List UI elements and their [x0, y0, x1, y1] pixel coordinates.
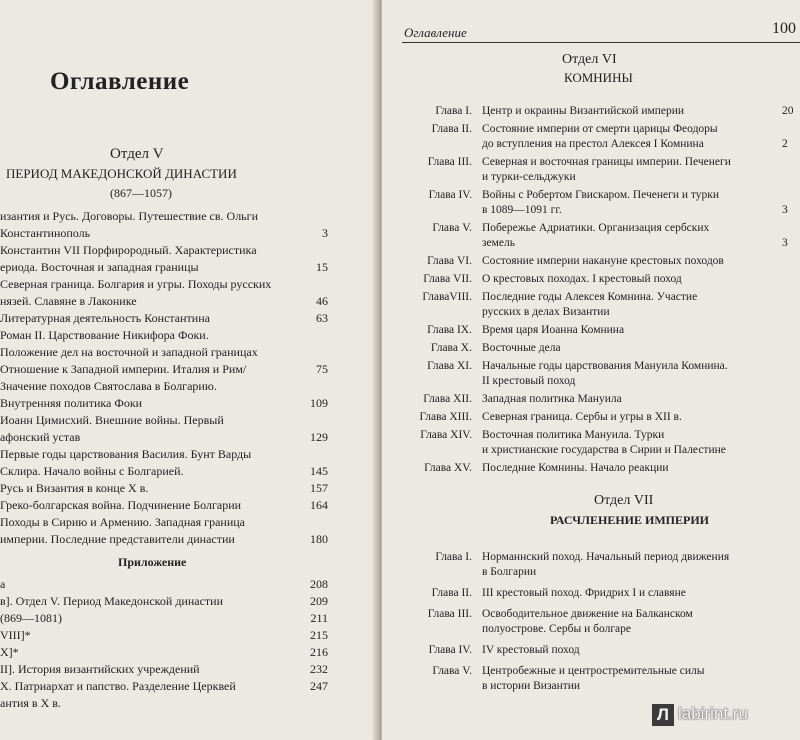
chapter-title-line: Время царя Иоанна Комнина — [482, 324, 625, 336]
appendix-entry: в]. Отдел V. Период Македонской династии — [0, 594, 224, 608]
toc-entry-line: ериода. Восточная и западная границы — [0, 260, 199, 274]
chapter-entry — [382, 323, 800, 338]
chapter-label: Глава XIV. — [420, 429, 472, 441]
appendix-page: 216 — [310, 645, 328, 659]
section-7-name: РАСЧЛЕНЕНИЕ ИМПЕРИИ — [550, 513, 709, 527]
chapter-title-line: русских в делах Византии — [482, 306, 610, 318]
toc-entry-page: 157 — [310, 481, 328, 495]
chapter-entry — [382, 586, 800, 601]
toc-entry-line: нязей. Славяне в Лаконике — [0, 294, 137, 308]
appendix-page: 209 — [310, 594, 328, 608]
chapter-label: Глава VII. — [423, 273, 472, 285]
section-6-number: Отдел VI — [562, 52, 617, 67]
chapter-title-line: Состояние империи от смерти царицы Феодоры — [482, 123, 718, 135]
chapter-label: ГлаваVIII. — [422, 291, 472, 303]
toc-entry-line: Отношение к Западной империи. Италия и Рим/ — [0, 362, 247, 376]
chapter-entry — [382, 221, 800, 251]
section-7-number: Отдел VII — [594, 493, 654, 508]
appendix-entry: X]* — [0, 645, 19, 659]
chapter-entry — [382, 643, 800, 658]
appendix-entry: (869—1081) — [0, 611, 62, 625]
chapter-title-line: Северная граница. Сербы и угры в XII в. — [482, 411, 682, 423]
chapter-title-line: Побережье Адриатики. Организация сербских — [482, 222, 710, 234]
appendix-entry: VIII]* — [0, 628, 31, 642]
chapter-title-line: Состояние империи накануне крестовых походов — [482, 255, 724, 267]
chapter-title-line: Начальные годы царствования Мануила Комнина. — [482, 360, 728, 372]
chapter-title-line: Норманнский поход. Начальный период движения — [482, 551, 730, 563]
chapter-title-line: полуострове. Сербы и болгаре — [482, 623, 631, 635]
chapter-title-line: и турки-сельджуки — [482, 171, 576, 183]
appendix-title: Приложение — [118, 555, 187, 569]
toc-entry-page: 3 — [322, 226, 328, 240]
chapter-entry — [382, 410, 800, 425]
chapter-title-line: Центр и окраины Византийской империи — [482, 105, 685, 117]
appendix-page: 232 — [310, 662, 328, 676]
section-5-number: Отдел V — [110, 146, 164, 162]
toc-entry-line: Иоанн Цимисхий. Внешние войны. Первый — [0, 413, 224, 427]
toc-entry-page: 75 — [316, 362, 328, 376]
chapter-label: Глава I. — [435, 105, 472, 117]
toc-entry-page: 180 — [310, 532, 328, 546]
toc-entry-line: Склира. Начало войны с Болгарией. — [0, 464, 184, 478]
watermark-text: labirint.ru — [678, 704, 748, 723]
toc-title: Оглавление — [50, 68, 190, 95]
chapter-page: 20 — [782, 105, 794, 117]
chapter-title-line: Центробежные и центростремительные силы — [482, 665, 705, 677]
chapter-label: Глава X. — [430, 342, 472, 354]
chapter-title-line: и христианские государства в Сирии и Палестине — [482, 444, 726, 456]
watermark-logo — [652, 700, 800, 730]
chapter-label: Глава IV. — [428, 644, 472, 656]
chapter-title-line: Освободительное движение на Балканском — [482, 608, 693, 620]
chapter-entry — [382, 664, 800, 694]
toc-entry-line: афонский устав — [0, 430, 81, 444]
chapter-page: 2 — [782, 138, 788, 150]
chapter-label: Глава V. — [432, 665, 472, 677]
chapter-entry — [382, 341, 800, 356]
toc-entry-page: 164 — [310, 498, 328, 512]
section-5-name: ПЕРИОД МАКЕДОНСКОЙ ДИНАСТИИ — [6, 166, 237, 181]
chapter-title-line: Последние Комнины. Начало реакции — [482, 462, 669, 474]
toc-entry-page: 109 — [310, 396, 328, 410]
chapter-label: Глава XI. — [427, 360, 472, 372]
chapter-title-line: Войны с Робертом Гвискаром. Печенеги и турки — [482, 189, 720, 201]
watermark-letter: Л — [652, 704, 674, 726]
appendix-page: 247 — [310, 679, 328, 693]
right-page — [382, 0, 800, 740]
chapter-title-line: Северная и восточная границы империи. Печенеги — [482, 156, 731, 168]
toc-entry-line: Греко-болгарская война. Подчинение Болгарии — [0, 498, 242, 512]
chapter-label: Глава IV. — [428, 189, 472, 201]
chapter-title-line: О крестовых походах. I крестовый поход — [482, 273, 682, 285]
toc-entry-line: Значение походов Святослава в Болгарию. — [0, 379, 217, 393]
chapter-title-line: земель — [482, 237, 516, 249]
chapter-title-line: Восточные дела — [482, 342, 561, 354]
toc-entry-line: Первые годы царствования Василия. Бунт Варды — [0, 447, 252, 461]
chapter-entry — [382, 392, 800, 407]
header-rule — [402, 42, 800, 43]
left-page — [0, 0, 378, 740]
chapter-label: Глава XII. — [423, 393, 472, 405]
section-5-years: (867—1057) — [110, 186, 172, 200]
toc-entry-line: изантия и Русь. Договоры. Путешествие св. Ольги — [0, 209, 258, 223]
toc-entry-line: Константинополь — [0, 226, 91, 240]
toc-entry-line: Походы в Сирию и Армению. Западная граница — [0, 515, 245, 529]
chapter-title-line: в Болгарии — [482, 566, 537, 578]
chapter-title-line: Последние годы Алексея Комнина. Участие — [482, 291, 698, 303]
chapter-entry — [382, 122, 800, 152]
chapter-entry — [382, 550, 800, 580]
chapter-entry — [382, 254, 800, 269]
toc-entry-line: Литературная деятельность Константина — [0, 311, 210, 325]
chapter-title-line: IV крестовый поход — [482, 644, 580, 656]
toc-entry-page: 46 — [316, 294, 328, 308]
chapter-title-line: в истории Византии — [482, 680, 581, 692]
toc-entry-line: Положение дел на восточной и западной границах — [0, 345, 258, 359]
chapter-label: Глава XV. — [424, 462, 472, 474]
chapter-entry — [382, 290, 800, 320]
toc-entry-page: 129 — [310, 430, 328, 444]
toc-entry-line: Русь и Византия в конце X в. — [0, 481, 149, 495]
toc-entry-line: империи. Последние представители династии — [0, 532, 235, 546]
running-head: Оглавление — [404, 25, 467, 40]
appendix-page: 215 — [310, 628, 328, 642]
chapter-entry — [382, 359, 800, 389]
toc-entry-page: 145 — [310, 464, 328, 478]
chapter-entry — [382, 155, 800, 185]
page-number: 100 — [772, 20, 796, 37]
chapter-title-line: в 1089—1091 гг. — [482, 204, 562, 216]
toc-entry-page: 63 — [316, 311, 328, 325]
chapter-label: Глава XIII. — [419, 411, 472, 423]
chapter-label: Глава III. — [427, 156, 472, 168]
appendix-entry: II]. История византийских учреждений — [0, 662, 200, 676]
chapter-entry — [382, 461, 800, 476]
chapter-label: Глава II. — [431, 587, 472, 599]
chapter-entry — [382, 428, 800, 458]
toc-entry-line: Внутренняя политика Фоки — [0, 396, 143, 410]
chapter-label: Глава II. — [431, 123, 472, 135]
appendix-entry: а — [0, 577, 6, 591]
chapter-label: Глава IX. — [427, 324, 472, 336]
chapter-label: Глава I. — [435, 551, 472, 563]
chapter-entry — [382, 104, 800, 119]
chapter-page: 3 — [782, 204, 788, 216]
toc-entry-line: Константин VII Порфирородный. Характеристика — [0, 243, 257, 257]
toc-entry-line: Северная граница. Болгария и угры. Походы русских — [0, 277, 272, 291]
chapter-entry — [382, 607, 800, 637]
chapter-label: Глава V. — [432, 222, 472, 234]
chapter-label: Глава III. — [427, 608, 472, 620]
chapter-entry — [382, 188, 800, 218]
chapter-entry — [382, 272, 800, 287]
chapter-page: 3 — [782, 237, 788, 249]
toc-entry-line: Роман II. Царствование Никифора Фоки. — [0, 328, 209, 342]
appendix-page: 208 — [310, 577, 328, 591]
section-6-name: КОМНИНЫ — [564, 70, 633, 85]
chapter-label: Глава VI. — [427, 255, 472, 267]
chapter-title-line: II крестовый поход — [482, 375, 576, 387]
chapter-title-line: до вступления на престол Алексея I Комнина — [482, 138, 704, 150]
chapter-title-line: Западная политика Мануила — [482, 393, 622, 405]
chapter-title-line: Восточная политика Мануила. Турки — [482, 429, 665, 441]
toc-entry-page: 15 — [316, 260, 328, 274]
appendix-page: 211 — [310, 611, 328, 625]
appendix-entry: антия в X в. — [0, 696, 61, 710]
chapter-title-line: III крестовый поход. Фридрих I и славяне — [482, 587, 686, 599]
appendix-entry: X. Патриархат и папство. Разделение Церквей — [0, 679, 236, 693]
